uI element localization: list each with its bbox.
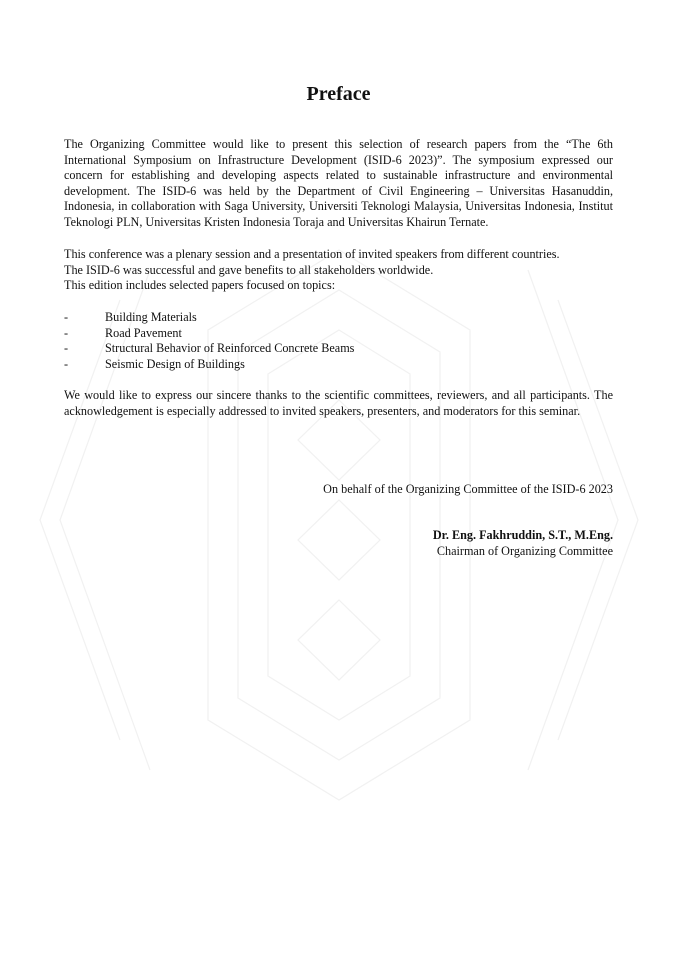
on-behalf-line: On behalf of the Organizing Committee of the ISID-6 2023 (323, 482, 613, 496)
intro-paragraph-text: The Organizing Committee would like to present this selection of research papers from the “The 6th International Symposium on Infrastructure Development (ISID-6 2023)”. The symposium expressed our concern for establishing and developing aspects related to sustainable infrastructure and environmental development. The ISID-6 was held by the Department of Civil Engineering – Universitas Hasanuddin, Indonesia, in collaboration with Saga University, Universiti Teknologi Malaysia, Universitas Indonesia, Institut Teknologi PLN, Universitas Kristen Indonesia Toraja and Universitas Khairun Ternate. (64, 137, 613, 229)
summary-line-2: The ISID-6 was successful and gave benefits to all stakeholders worldwide. (64, 262, 434, 277)
list-bullet: - (64, 356, 69, 371)
summary-line-1: This conference was a plenary session and a presentation of invited speakers from different countries. (64, 247, 560, 261)
thanks-paragraph (64, 388, 613, 419)
topic-label: Seismic Design of Buildings (105, 356, 245, 371)
list-item (64, 357, 613, 373)
signatory-name: Dr. Eng. Fakhruddin, S.T., M.Eng. (432, 528, 613, 542)
conference-summary (64, 247, 613, 294)
topic-label: Structural Behavior of Reinforced Concrete Beams (105, 341, 355, 356)
topic-label: Road Pavement (105, 325, 182, 340)
list-bullet: - (64, 325, 69, 340)
summary-line-3: This edition includes selected papers focused on topics: (64, 278, 336, 293)
list-bullet: - (64, 310, 69, 324)
list-item (64, 341, 613, 357)
intro-paragraph (64, 137, 613, 231)
list-bullet: - (64, 341, 69, 356)
topic-label: Building Materials (105, 310, 197, 324)
thanks-paragraph-text: We would like to express our sincere thanks to the scientific committees, reviewers, and all participants. The acknowledgement is especially addressed to invited speakers, presenters, and moderators for this seminar. (64, 388, 613, 418)
list-item (64, 326, 613, 342)
page-title: Preface (306, 83, 371, 105)
list-item (64, 310, 613, 326)
topics-list (64, 310, 613, 372)
signatory-role: Chairman of Organizing Committee (436, 544, 613, 558)
